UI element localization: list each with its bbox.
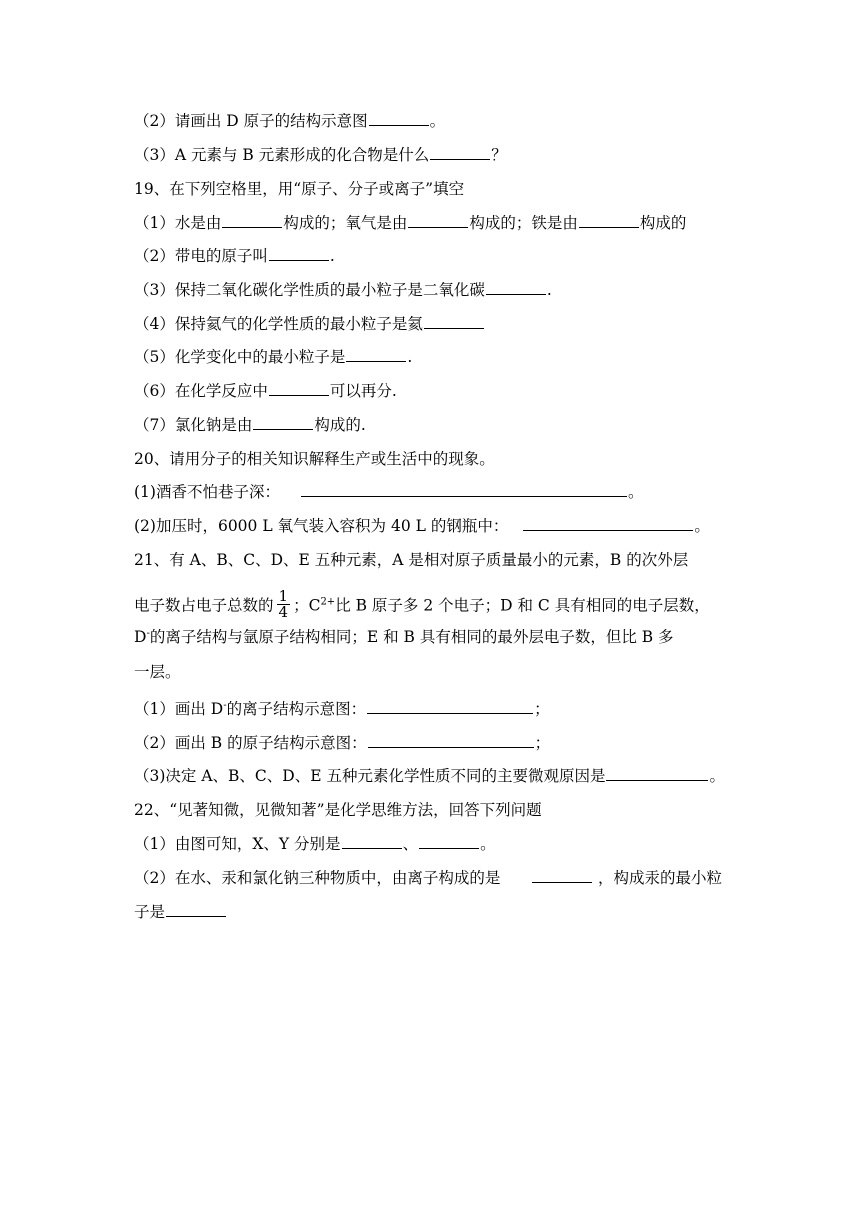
q22-part2-blank [531,867,722,889]
q19-part3: （3）保持二氧化碳化学性质的最小粒子是二氧化碳 . [134,281,552,299]
q21-line4: 一层。 [134,663,181,681]
q22-part2: （2）在水、汞和氯化钠三种物质中，由离子构成的是 [134,869,501,887]
answer-blank[interactable] [269,380,329,396]
answer-blank[interactable] [253,414,313,430]
q19-part6: （6）在化学反应中 可以再分. [134,382,397,400]
q20-stem: 20、请用分子的相关知识解释生产或生活中的现象。 [134,450,495,468]
q21-part1: （1）画出 D-的离子结构示意图： ； [134,699,550,718]
answer-blank[interactable] [408,212,468,228]
q22-stem: 22、“见著知微，见微知著”是化学思维方法，回答下列问题 [134,801,542,819]
q18-part3: （3）A 元素与 B 元素形成的化合物是什么 ？ [134,146,507,164]
q20-part2: (2)加压时，6000 L 氧气装入容积为 40 L 的钢瓶中： 。 [134,517,710,535]
answer-blank[interactable] [346,346,406,362]
answer-blank[interactable] [367,698,533,714]
answer-blank[interactable] [523,515,693,531]
answer-blank[interactable] [369,110,429,126]
q22-part2-tail: ，构成汞的最小粒 [597,869,722,887]
q19-stem: 19、在下列空格里，用“原子、分子或离子”填空 [134,180,465,198]
q19-part5: （5）化学变化中的最小粒子是 . [134,348,413,366]
q22-part2-cont: 子是 [134,901,227,923]
answer-blank[interactable] [486,279,546,295]
q19-part4: （4）保持氦气的化学性质的最小粒子是氦 [134,313,485,335]
q21-part3: （3)决定 A、B、C、D、E 五种元素化学性质不同的主要微观原因是 。 [134,767,725,785]
answer-blank[interactable] [269,245,329,261]
q22-part1: （1）由图可知，X、Y 分别是 、 。 [134,835,496,853]
q21-part2: （2）画出 B 的原子结构示意图： ； [134,734,551,752]
answer-blank[interactable] [368,732,534,748]
q21-line2: 电子数占电子总数的 $\frac{1}{4}$ ；$C^{2+}$比 B 原子多 2 个电子；D 和 C 具有相同的电子层数， [134,587,710,621]
answer-blank[interactable] [579,212,639,228]
q21-line3: D-的离子结构与氩原子结构相同；E 和 B 具有相同的最外层电子数，但比 B 多 [134,627,674,646]
answer-blank[interactable] [222,212,282,228]
fraction-one-quarter: $\frac{1}{4}$ [278,587,289,621]
answer-blank[interactable] [342,833,402,849]
q21-line1: 21、有 A、B、C、D、E 五种元素，A 是相对原子质量最小的元素，B 的次外层 [134,551,689,569]
q19-part1: （1）水是由 构成的；氧气是由 构成的；铁是由 构成的 [134,214,687,232]
q19-part7: （7）氯化钠是由 构成的. [134,416,366,434]
answer-blank[interactable] [424,313,484,329]
q19-part2: （2）带电的原子叫 . [134,247,335,265]
answer-blank[interactable] [419,833,479,849]
q18-part2: （2）请画出 D 原子的结构示意图 。 [134,112,446,130]
answer-blank[interactable] [606,765,708,781]
answer-blank[interactable] [301,481,627,497]
answer-blank[interactable] [430,144,490,160]
answer-blank[interactable] [532,867,592,883]
answer-blank[interactable] [166,901,226,917]
q20-part1: (1)酒香不怕巷子深： 。 [134,483,644,501]
